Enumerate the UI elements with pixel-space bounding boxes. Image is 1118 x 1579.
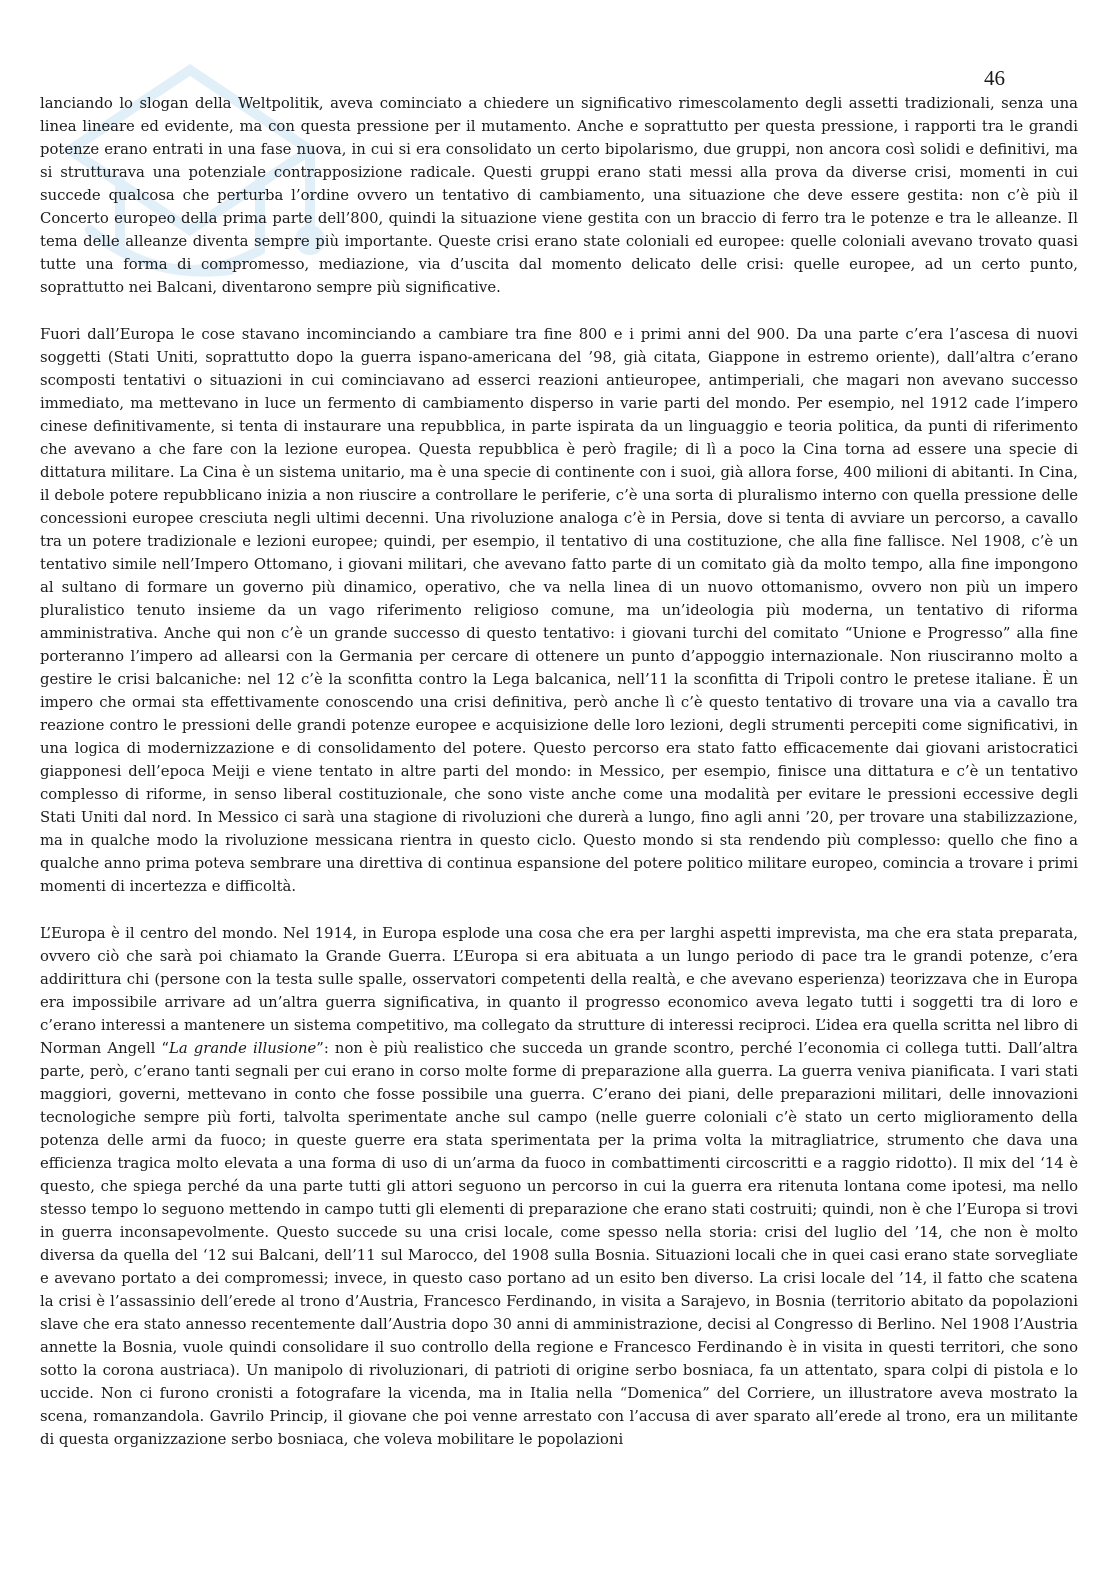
paragraph-text: ”: non è più realistico che succeda un grande scontro, perché l’economia ci collega tutti. Dall’altra parte, però, c’erano tanti segnali per cui erano in corso molte forme di preparazione alla guerra. La guerra veniva pianificata. I vari stati maggiori, governi, mettevano in conto che fosse possibile una guerra. C’erano dei piani, delle preparazioni militari, delle innovazioni tecnologiche sempre più forti, talvolta sperimentate anche sul campo (nelle guerre coloniali c’è stato un certo miglioramento della potenza delle armi da fuoco; in queste guerre era stata sperimentata per la prima volta la mitragliatrice, strumento che dava una efficienza tragica molto elevata a una forma di uso di un’arma da fuoco in combattimenti circoscritti e a raggio ridotto). Il mix del ‘14 è questo, che spiega perché da una parte tutti gli attori seguono un percorso in cui la guerra era ritenuta lontana come ipotesi, ma nello stesso tempo lo seguono mettendo in campo tutti gli elementi di preparazione che erano stati costruiti; quindi, non è che l’Europa si trovi in guerra inconsapevolmente. Questo succede su una crisi locale, come spesso nella storia: crisi del luglio del ’14, che non è molto diversa da quella del ‘12 sui Balcani, dell’11 sul Marocco, del 1908 sulla Bosnia. Situazioni locali che in quei casi erano state sorvegliate e avevano portato a dei compromessi; invece, in questo caso portano ad un esito ben diverso. La crisi locale del ’14, il fatto che scatena la crisi è l’assassinio dell’erede al trono d’Austria, Francesco Ferdinando, in visita a Sarajevo, in Bosnia (territorio abitato da popolazioni slave che era stato annesso recentemente dall’Austria dopo 30 anni di amministrazione, decisi al Congresso di Berlino. Nel 1908 l’Austria annette la Bosnia, vuole quindi consolidare il suo controllo della regione e Francesco Ferdinando è in visita in questi territori, che sono sotto la corona austriaca). Un manipolo di rivoluzionari, di patrioti di origine serbo bosniaca, fa un attentato, spara colpi di pistola e lo uccide. Non ci furono cronisti a fotografare la vicenda, ma in Italia nella “Domenica” del Corriere, un illustratore aveva mostrato la scena, romanzandola. Gavrilo Princip, il giovane che poi venne arrestato con l’accusa di aver sparato all’erede al trono, era un militante di questa organizzazione serbo bosniaca, che voleva mobilitare le popolazioni <box>40 1040 1078 1448</box>
book-title: La grande illusione <box>169 1040 317 1057</box>
page-number: 46 <box>984 66 1005 90</box>
document-body <box>40 92 1078 1451</box>
paragraph: Fuori dall’Europa le cose stavano incominciando a cambiare tra fine 800 e i primi anni del 900. Da una parte c’era l’ascesa di nuovi soggetti (Stati Uniti, soprattutto dopo la guerra ispano-americana del ’98, già citata, Giappone in estremo oriente), dall’altra c’erano scomposti tentativi o situazioni in cui cominciavano ad esserci reazioni antieuropee, antimperiali, che magari non avevano successo immediato, ma mettevano in luce un fermento di cambiamento disperso in varie parti del mondo. Per esempio, nel 1912 cade l’impero cinese definitivamente, si tenta di instaurare una repubblica, in parte ispirata da un linguaggio e teoria politica, da punti di riferimento che avevano a che fare con la lezione europea. Questa repubblica è però fragile; di lì a poco la Cina torna ad essere una specie di dittatura militare. La Cina è un sistema unitario, ma è una specie di continente con i suoi, già allora forse, 400 milioni di abitanti. In Cina, il debole potere repubblicano inizia a non riuscire a controllare le periferie, c’è una sorta di pluralismo interno con quella pressione delle concessioni europee cresciuta negli ultimi decenni. Una rivoluzione analoga c’è in Persia, dove si tenta di avviare un percorso, a cavallo tra un potere tradizionale e lezioni europee; quindi, per esempio, il tentativo di una costituzione, che alla fine fallisce. Nel 1908, c’è un tentativo simile nell’Impero Ottomano, i giovani militari, che avevano fatto parte di un comitato già da molto tempo, alla fine impongono al sultano di formare un governo più dinamico, operativo, che va nella linea di un nuovo ottomanismo, ovvero non più un impero pluralistico tenuto insieme da un vago riferimento religioso comune, ma un’ideologia più moderna, un tentativo di riforma amministrativa. Anche qui non c’è un grande successo di questo tentativo: i giovani turchi del comitato “Unione e Progresso” alla fine porteranno l’impero ad allearsi con la Germania per cercare di ottenere un punto d’appoggio internazionale. Non riusciranno molto a gestire le crisi balcaniche: nel 12 c’è la sconfitta contro la Lega balcanica, nell’11 la sconfitta di Tripoli contro le pretese italiane. È un impero che ormai sta effettivamente conoscendo una crisi definitiva, però anche lì c’è questo tentativo di trovare una via a cavallo tra reazione contro le pressioni delle grandi potenze europee e acquisizione delle loro lezioni, degli strumenti percepiti come significativi, in una logica di modernizzazione e di consolidamento del potere. Questo percorso era stato fatto efficacemente dai giovani aristocratici giapponesi dell’epoca Meiji e viene tentato in altre parti del mondo: in Messico, per esempio, finisce una dittatura e c’è un tentativo complesso di riforme, in senso liberal costituzionale, che sono viste anche come una modalità per evitare le pressioni eccessive degli Stati Uniti dal nord. In Messico ci sarà una stagione di rivoluzioni che durerà a lungo, fino agli anni ’20, per trovare una stabilizzazione, ma in qualche modo la rivoluzione messicana rientra in questo ciclo. Questo mondo si sta rendendo più complesso: quello che fino a qualche anno prima poteva sembrare una direttiva di continua espansione del potere politico militare europeo, comincia a trovare i primi momenti di incertezza e difficoltà. <box>40 326 1078 895</box>
paragraph-text: L’Europa è il centro del mondo. Nel 1914, in Europa esplode una cosa che era per larghi aspetti imprevista, ma che era stata preparata, ovvero ciò che sarà poi chiamato la Grande Guerra. L’Europa si era abituata a un lungo periodo di pace tra le grandi potenze, c’era addirittura chi (persone con la testa sulle spalle, osservatori competenti della realtà, e che avevano esperienza) teorizzava che in Europa era impossibile arrivare ad un’altra guerra significativa, in quanto il progresso economico aveva legato tutti i soggetti tra di loro e c’erano interessi a mantenere un sistema competitivo, ma collegato da strutture di interessi reciproci. L’idea era quella scritta nel libro di Norman Angell “ <box>40 925 1078 1057</box>
paragraph <box>40 922 1078 1451</box>
paragraph: lanciando lo slogan della Weltpolitik, aveva cominciato a chiedere un significativo rimescolamento degli assetti tradizionali, senza una linea lineare ed evidente, ma con questa pressione per il mutamento. Anche e soprattutto per questa pressione, i rapporti tra le grandi potenze erano entrati in una fase nuova, in cui si era consolidato un certo bipolarismo, due gruppi, non ancora così solidi e definitivi, ma si strutturava una potenziale contrapposizione radicale. Questi gruppi erano stati messi alla prova da diverse crisi, momenti in cui succede qualcosa che perturba l’ordine ovvero un tentativo di cambiamento, una situazione che deve essere gestita: non c’è più il Concerto europeo della prima parte dell’800, quindi la situazione viene gestita con un braccio di ferro tra le potenze e tra le alleanze. Il tema delle alleanze diventa sempre più importante. Queste crisi erano state coloniali ed europee: quelle coloniali avevano trovato quasi tutte una forma di compromesso, mediazione, via d’uscita dal momento delicato delle crisi: quelle europee, ad un certo punto, soprattutto nei Balcani, diventarono sempre più significative. <box>40 95 1078 296</box>
